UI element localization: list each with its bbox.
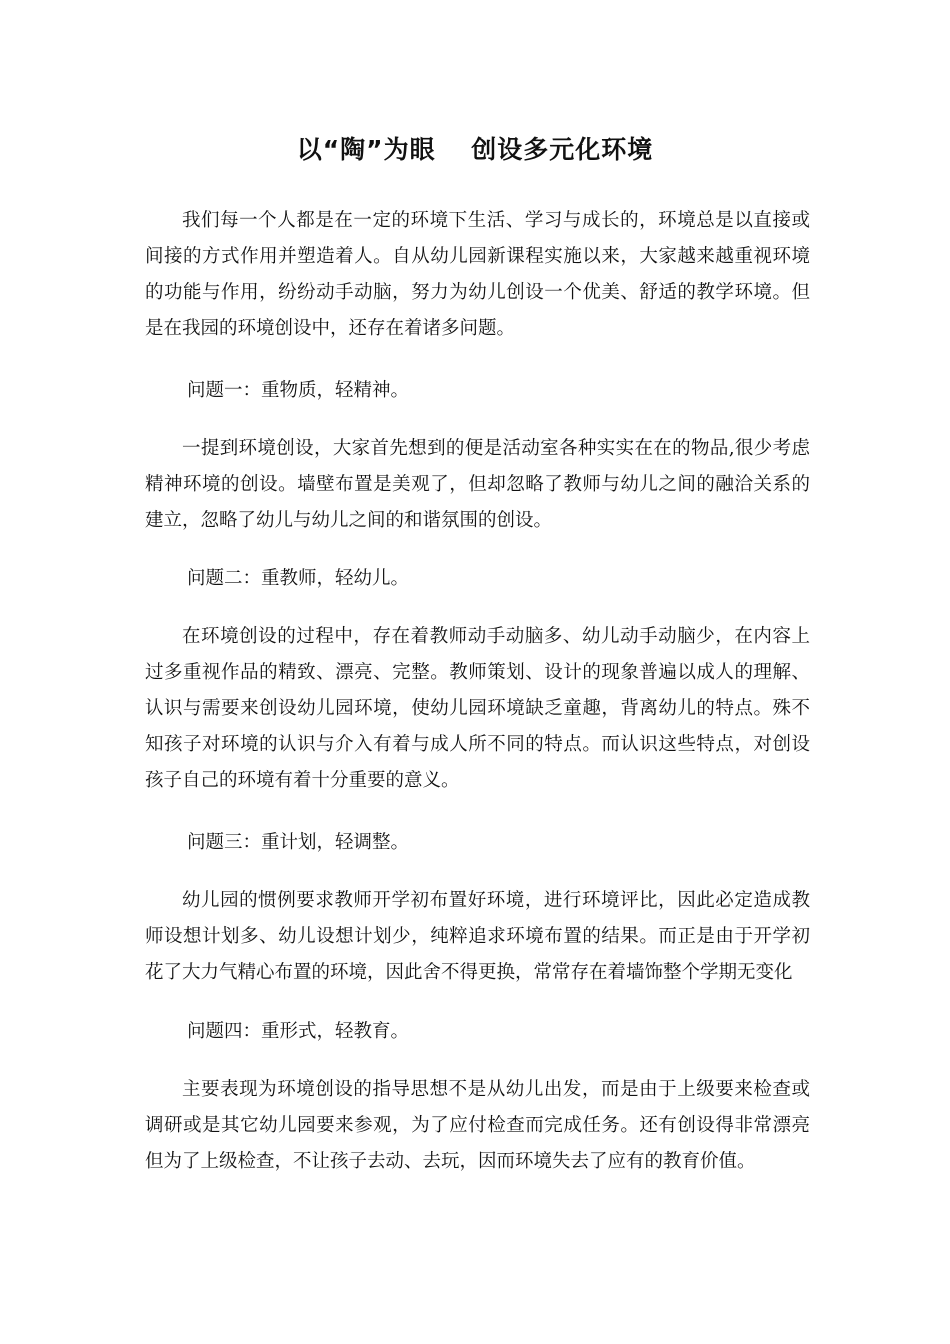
intro-paragraph: 我们每一个人都是在一定的环境下生活、学习与成长的，环境总是以直接或间接的方式作用并塑造着人。自从幼儿园新课程实施以来，大家越来越重视环境的功能与作用，纷纷动手动脑，努力为幼儿创设一个优美、舒适的教学环境。但是在我园的环境创设中，还存在着诸多问题。: [145, 210, 810, 339]
problem-1-heading: 问题一：重物质，轻精神。: [187, 380, 410, 401]
problem-4-heading: 问题四：重形式，轻教育。: [187, 1021, 410, 1042]
problem-3-paragraph: 幼儿园的惯例要求教师开学初布置好环境，进行环境评比，因此必定造成教师设想计划多、幼儿设想计划少，纯粹追求环境布置的结果。而正是由于开学初花了大力气精心布置的环境，因此舍不得更换，常常存在着墙饰整个学期无变化: [145, 890, 810, 983]
problem-4-paragraph: 主要表现为环境创设的指导思想不是从幼儿出发，而是由于上级要来检查或调研或是其它幼儿园要来参观，为了应付检查而完成任务。还有创设得非常漂亮但为了上级检查，不让孩子去动、去玩，因而环境失去了应有的教育价值。: [145, 1079, 810, 1172]
problem-2-heading: 问题二：重教师，轻幼儿。: [187, 568, 410, 589]
problem-1-paragraph: 一提到环境创设，大家首先想到的便是活动室各种实实在在的物品,很少考虑精神环境的创设。墙壁布置是美观了，但却忽略了教师与幼儿之间的融洽关系的建立，忽略了幼儿与幼儿之间的和谐氛围的创设。: [145, 438, 810, 531]
document-title: 以“陶”为眼 创设多元化环境: [296, 135, 654, 164]
problem-2-paragraph: 在环境创设的过程中，存在着教师动手动脑多、幼儿动手动脑少，在内容上过多重视作品的精致、漂亮、完整。教师策划、设计的现象普遍以成人的理解、认识与需要来创设幼儿园环境，使幼儿园环境缺乏童趣，背离幼儿的特点。殊不知孩子对环境的认识与介入有着与成人所不同的特点。而认识这些特点，对创设孩子自己的环境有着十分重要的意义。: [145, 626, 810, 791]
problem-3-heading: 问题三：重计划，轻调整。: [187, 832, 410, 853]
